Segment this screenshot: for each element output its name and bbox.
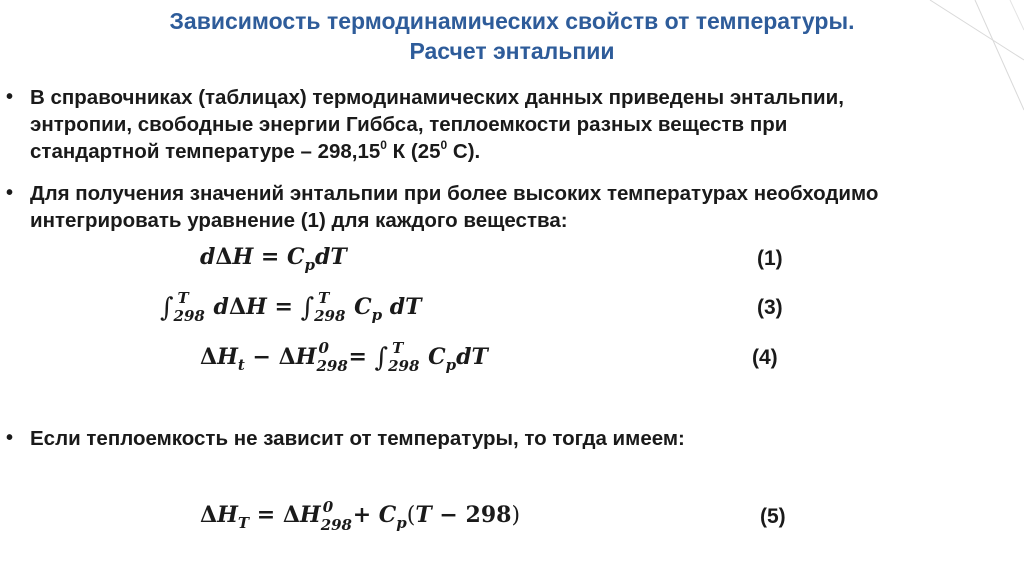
bullet-constant-heat-capacity (6, 425, 1004, 452)
bullet-line: энтропии, свободные энергии Гиббса, теплоемкости разных веществ при (30, 113, 788, 136)
text-span: стандартной температуре – 298,15 (30, 140, 381, 163)
slide-title-line2: Расчет энтальпии (409, 38, 615, 64)
equation-4: $\Delta H_t - \Delta H$ 0 298 = ∫ T 298 $C_pdT$ (200, 339, 488, 375)
equation-3: ∫ T 298 dΔH = ∫ T 298 $C_p$ dT (160, 289, 422, 325)
bullet-integration (6, 180, 1004, 234)
equation-1: $d\Delta H = C_pdT$ (200, 244, 347, 274)
bullet-line: Для получения значений энтальпии при более высоких температурах необходимо (30, 182, 879, 205)
bullet-line: В справочниках (таблицах) термодинамических данных приведены энтальпии, (30, 86, 844, 109)
bullet-marker: • (6, 182, 14, 204)
superscript: 0 (440, 138, 448, 153)
equation-5: $\Delta H_T = \Delta H$ 0 298 + $C_p(T - 298)$ (200, 498, 521, 534)
slide-title (0, 6, 1024, 66)
bullet-line: интегрировать уравнение (1) для каждого вещества: (30, 209, 568, 232)
text-span: К (25 (386, 140, 441, 163)
equation-number-5: (5) (760, 505, 786, 528)
equation-number-1: (1) (757, 247, 783, 270)
equation-number-3: (3) (757, 296, 783, 319)
bullet-marker: • (6, 427, 14, 449)
bullet-marker: • (6, 86, 14, 108)
slide-title-line1: Зависимость термодинамических свойств от температуры. (169, 8, 855, 34)
bullet-line (30, 138, 1004, 165)
equation-number-4: (4) (752, 346, 778, 369)
bullet-line: Если теплоемкость не зависит от температуры, то тогда имеем: (30, 427, 685, 450)
bullet-reference-data (6, 84, 1004, 165)
superscript: 0 (380, 138, 387, 153)
text-span: С). (447, 140, 481, 163)
